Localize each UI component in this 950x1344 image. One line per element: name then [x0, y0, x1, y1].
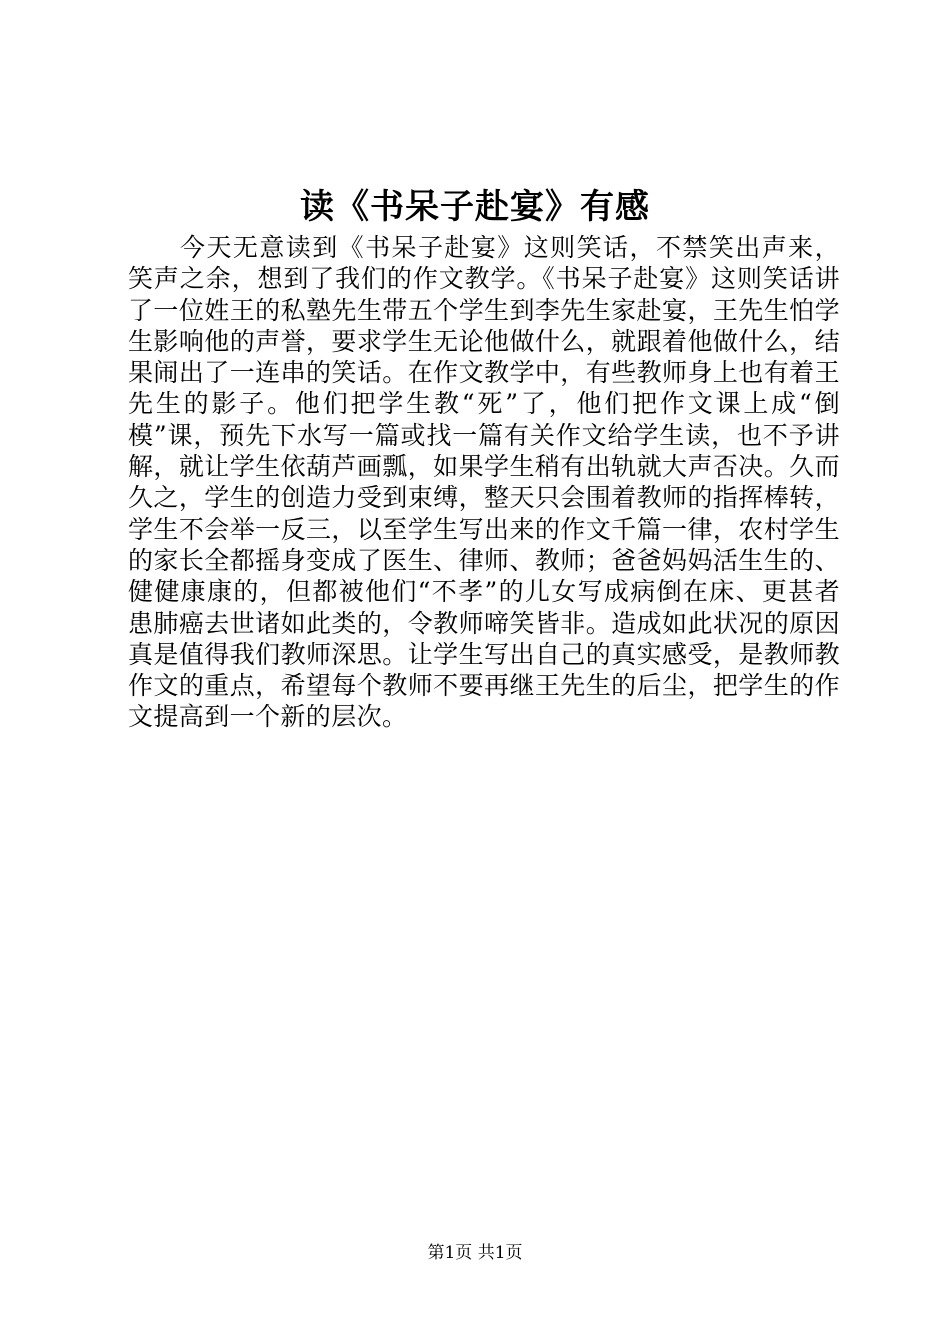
- body-paragraph: 今天无意读到《书呆子赴宴》这则笑话，不禁笑出声来，笑声之余，想到了我们的作文教学。《书呆子赴宴》这则笑话讲了一位姓王的私塾先生带五个学生到李先生家赴宴，王先生怕学生影响他的声誉，要求学生无论他做什么，就跟着他做什么，结果闹出了一连串的笑话。在作文教学中，有些教师身上也有着王先生的影子。他们把学生教“死”了，他们把作文课上成“倒模”课，预先下水写一篇或找一篇有关作文给学生读，也不予讲解，就让学生依葫芦画瓢，如果学生稍有出轨就大声否决。久而久之，学生的创造力受到束缚，整天只会围着教师的指挥棒转，学生不会举一反三，以至学生写出来的作文千篇一律，农村学生的家长全都摇身变成了医生、律师、教师；爸爸妈妈活生生的、健健康康的，但都被他们“不孝”的儿女写成病倒在床、更甚者患肺癌去世诸如此类的，令教师啼笑皆非。造成如此状况的原因真是值得我们教师深思。让学生写出自己的真实感受，是教师教作文的重点，希望每个教师不要再继王先生的后尘，把学生的作文提高到一个新的层次。: [128, 233, 840, 732]
- page-title: 读《书呆子赴宴》有感: [300, 187, 650, 227]
- page-footer: 第1页 共1页: [427, 1243, 523, 1263]
